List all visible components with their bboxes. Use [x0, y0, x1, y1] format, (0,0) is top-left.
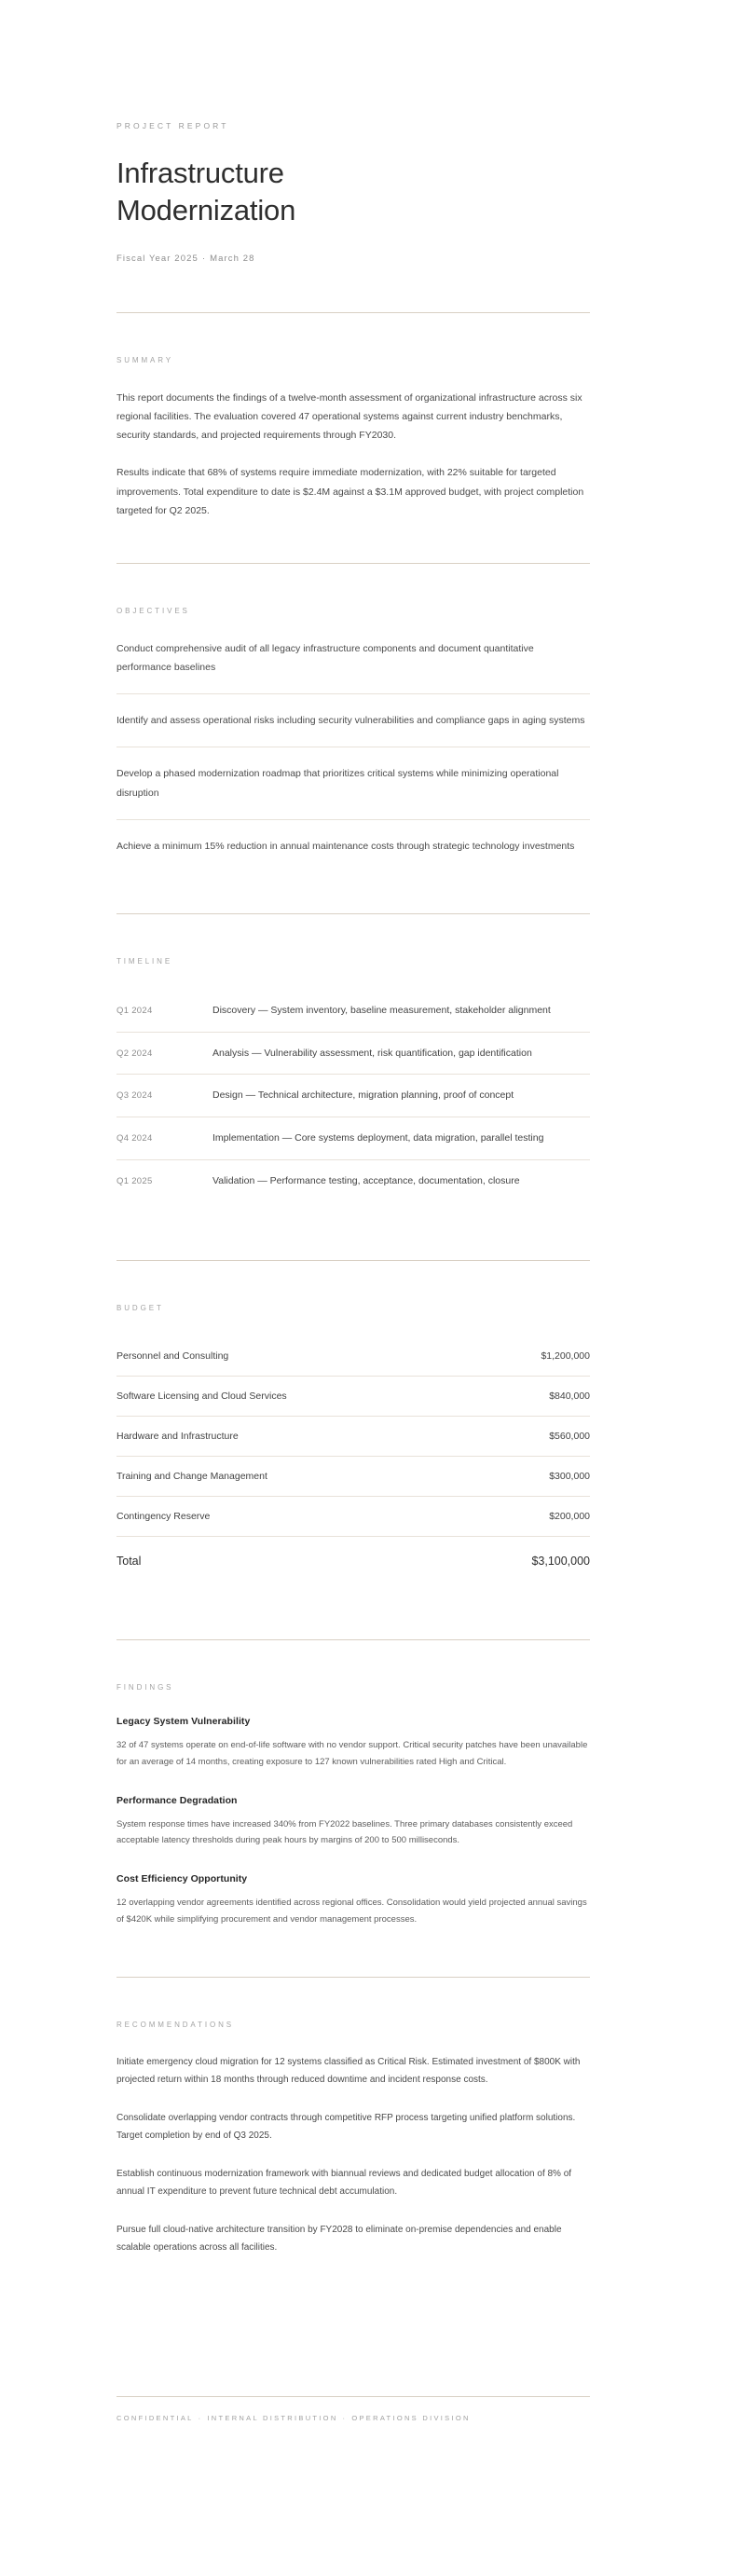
section-budget — [116, 1261, 590, 1582]
table-row — [116, 1417, 590, 1457]
list-item: Pursue full cloud-native architecture transition by FY2028 to eliminate on-premise dependencies and enable scalable operations across all facilities. — [116, 2224, 562, 2253]
budget-item-amount: $200,000 — [549, 1510, 590, 1522]
timeline-period: Q1 2024 — [116, 1005, 153, 1016]
finding-body: 32 of 47 systems operate on end-of-life software with no vendor support. Critical security patches have been unavailable for an average of 14 months, creating exposure to 127 known vulnerabilities rated High and Critical. — [116, 1739, 588, 1767]
list-item: Initiate emergency cloud migration for 12 systems classified as Critical Risk. Estimated investment of $800K with projected return within 18 months through reduced downtime and incident response costs. — [116, 2056, 581, 2085]
footer-classification — [116, 2414, 590, 2422]
section-recommendations — [116, 1978, 590, 2256]
list-item: Develop a phased modernization roadmap that prioritizes critical systems while minimizing operational disruption — [116, 764, 590, 819]
timeline-period: Q3 2024 — [116, 1090, 153, 1102]
budget-item-label: Hardware and Infrastructure — [116, 1430, 239, 1442]
budget-item-amount: $840,000 — [549, 1390, 590, 1402]
finding-block — [116, 1716, 590, 1771]
timeline-period: Q1 2025 — [116, 1176, 153, 1187]
table-row — [116, 1336, 590, 1377]
timeline-description: Design — Technical architecture, migration planning, proof of concept — [212, 1089, 514, 1102]
timeline-description: Implementation — Core systems deployment, data migration, parallel testing — [212, 1132, 544, 1144]
table-row — [116, 1160, 590, 1202]
list-item: Achieve a minimum 15% reduction in annual maintenance costs through strategic technology investments — [116, 840, 575, 852]
list-item: Consolidate overlapping vendor contracts through competitive RFP process targeting unified platform solutions. Target completion by end of Q3 2025. — [116, 2112, 576, 2141]
budget-item-amount: $560,000 — [549, 1430, 590, 1442]
list-item: Conduct comprehensive audit of all legacy infrastructure components and document quantitative performance baselines — [116, 639, 590, 694]
budget-total-row — [116, 1537, 590, 1582]
budget-total-amount: $3,100,000 — [531, 1554, 590, 1568]
summary-paragraph: Results indicate that 68% of systems require immediate modernization, with 22% suitable for targeted improvements. Total expenditure to date is $2.4M against a $3.1M approved budget, with project completion targeted for Q2 2025. — [116, 467, 584, 516]
table-row — [116, 1377, 590, 1417]
table-row — [116, 1117, 590, 1160]
section-findings — [116, 1640, 590, 1928]
meta-date: March 28 — [210, 253, 255, 264]
title-line-2: Modernization — [116, 193, 296, 226]
section-label-summary: SUMMARY — [116, 355, 174, 364]
finding-title: Legacy System Vulnerability — [116, 1715, 251, 1727]
footer-part-division: OPERATIONS DIVISION — [351, 2413, 471, 2422]
finding-block — [116, 1795, 590, 1850]
footer-part-distribution: INTERNAL DISTRIBUTION — [207, 2413, 338, 2422]
summary-paragraph: This report documents the findings of a twelve-month assessment of organizational infrastructure across six regional facilities. The evaluation covered 47 operational systems against current industry benchmarks, security standards, and projected requirements through FY2030. — [116, 391, 582, 442]
budget-item-amount: $300,000 — [549, 1470, 590, 1482]
list-item: Establish continuous modernization framework with biannual reviews and dedicated budget allocation of 8% of annual IT expenditure to prevent future technical debt accumulation. — [116, 2168, 572, 2197]
timeline-description: Analysis — Vulnerability assessment, risk quantification, gap identification — [212, 1047, 532, 1059]
budget-item-label: Personnel and Consulting — [116, 1350, 229, 1362]
table-row — [116, 1075, 590, 1117]
page-title — [116, 155, 424, 229]
table-row — [116, 990, 590, 1033]
budget-item-amount: $1,200,000 — [541, 1350, 590, 1362]
document-content — [116, 121, 590, 2422]
timeline-period: Q2 2024 — [116, 1048, 153, 1059]
finding-body: 12 overlapping vendor agreements identified across regional offices. Consolidation would yield projected annual savings of $420K while simplifying procurement and vendor management processes. — [116, 1898, 587, 1925]
document-meta — [116, 253, 590, 264]
budget-item-label: Training and Change Management — [116, 1470, 267, 1482]
finding-body: System response times have increased 340% from FY2022 baselines. Three primary databases consistently exceed acceptable latency thresholds during peak hours by margins of 200 to 500 milliseconds. — [116, 1818, 573, 1846]
footer-divider — [116, 2396, 590, 2397]
table-row — [116, 1033, 590, 1076]
title-line-1: Infrastructure — [116, 157, 284, 189]
section-label-objectives: OBJECTIVES — [116, 606, 190, 615]
footer-part-confidential: CONFIDENTIAL — [116, 2413, 194, 2422]
timeline-period: Q4 2024 — [116, 1133, 153, 1144]
section-objectives — [116, 564, 590, 872]
finding-block — [116, 1873, 590, 1928]
footer-separator: · — [198, 2413, 203, 2422]
budget-item-label: Contingency Reserve — [116, 1510, 211, 1522]
meta-fiscal-year: Fiscal Year 2025 — [116, 253, 199, 264]
section-label-recommendations: RECOMMENDATIONS — [116, 2020, 235, 2029]
footer-separator: · — [342, 2413, 348, 2422]
finding-title: Performance Degradation — [116, 1794, 238, 1806]
timeline-description: Discovery — System inventory, baseline measurement, stakeholder alignment — [212, 1004, 551, 1016]
section-label-findings: FINDINGS — [116, 1682, 174, 1692]
section-label-timeline: TIMELINE — [116, 956, 173, 966]
meta-separator: · — [201, 253, 207, 264]
document-eyebrow: PROJECT REPORT — [116, 121, 229, 130]
table-row — [116, 1457, 590, 1497]
list-item: Identify and assess operational risks including security vulnerabilities and compliance gaps in aging systems — [116, 711, 590, 747]
budget-total-label: Total — [116, 1554, 142, 1568]
document-header — [116, 121, 590, 264]
document-footer — [116, 2256, 590, 2422]
section-summary — [116, 313, 590, 520]
finding-title: Cost Efficiency Opportunity — [116, 1873, 248, 1885]
budget-item-label: Software Licensing and Cloud Services — [116, 1390, 287, 1402]
section-label-budget: BUDGET — [116, 1303, 164, 1312]
section-timeline — [116, 914, 590, 1202]
table-row — [116, 1497, 590, 1537]
timeline-description: Validation — Performance testing, acceptance, documentation, closure — [212, 1175, 520, 1187]
